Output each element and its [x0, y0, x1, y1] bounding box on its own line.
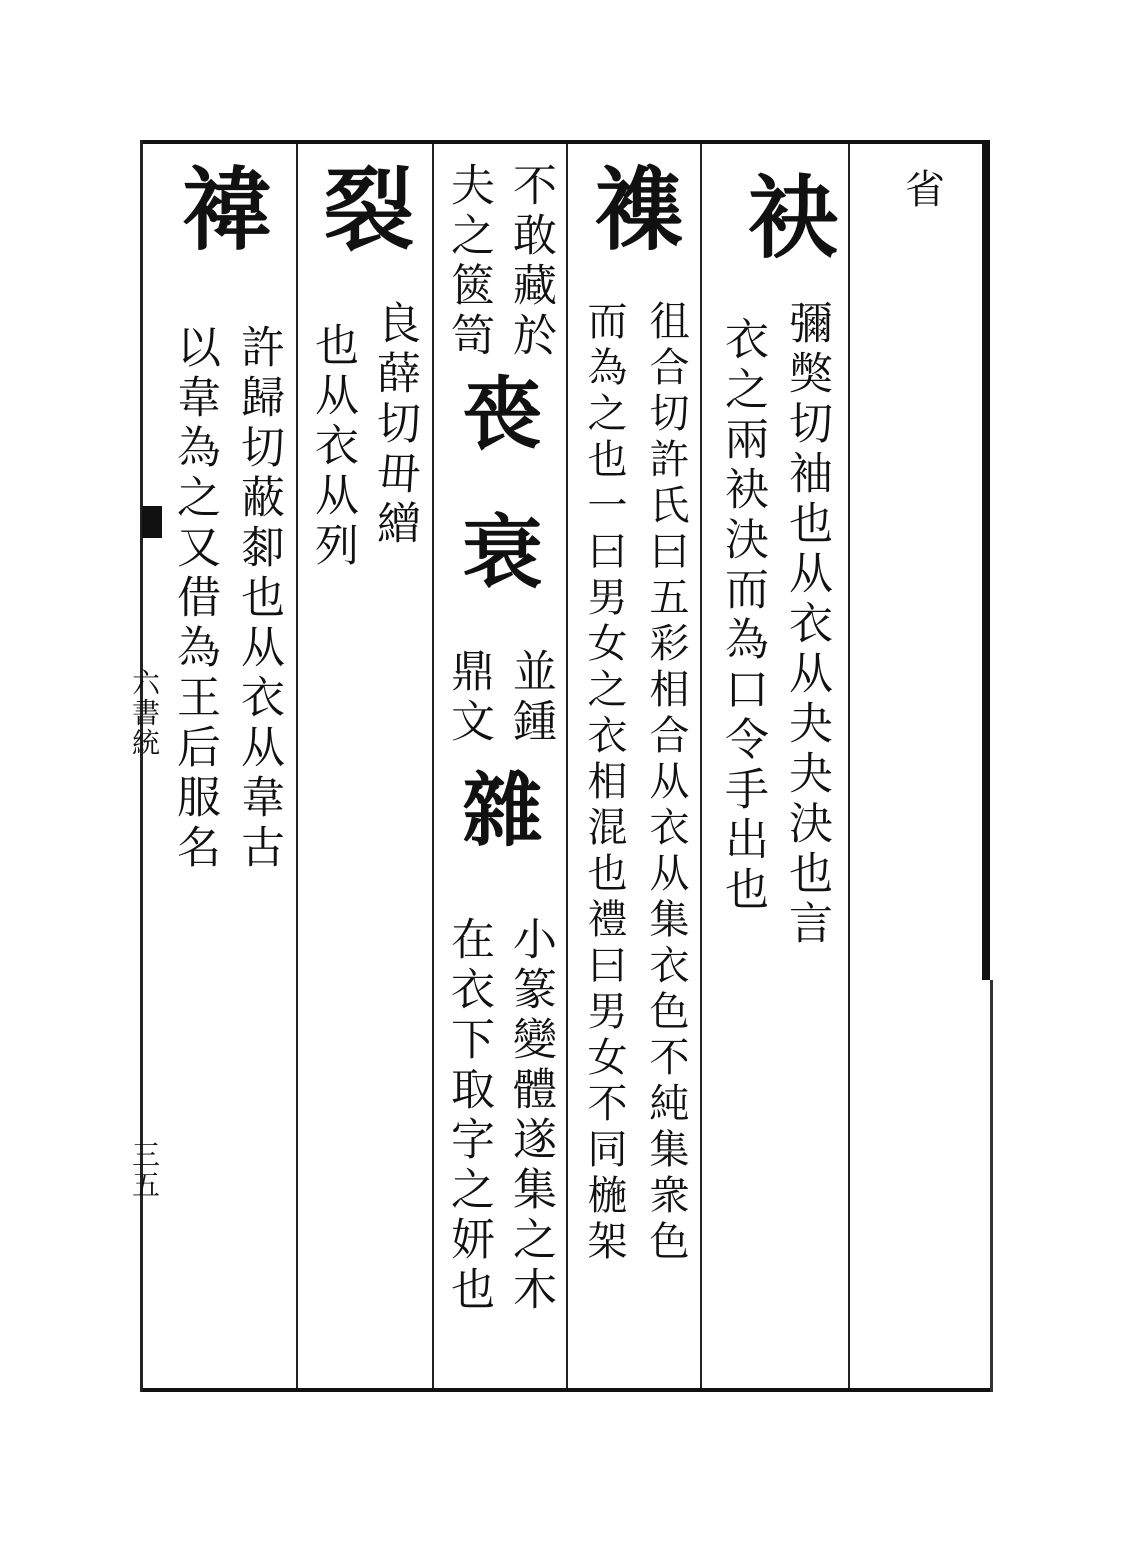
- margin-page-number: 三五: [128, 1140, 161, 1200]
- entry-text-line: 夫之篋笥: [443, 162, 494, 362]
- entry-note: 並鍾: [505, 648, 556, 748]
- seal-character: 襍: [578, 162, 684, 270]
- header-character: 省: [905, 167, 945, 213]
- fishtail-mark: [142, 506, 162, 538]
- seal-variant: 衰: [449, 510, 543, 608]
- entry-text-line: 而為之也一曰男女之衣相混也禮曰男女不同椸架: [581, 300, 627, 1266]
- seal-variant: 䘮: [449, 372, 543, 470]
- frame-right-border: [982, 140, 990, 980]
- entry-text-line: 徂合切許氏曰五彩相合从衣从集衣色不純集衆色: [643, 300, 689, 1266]
- column-rule: [848, 144, 850, 1388]
- entry-text-line: 彌獘切袖也从衣从夬夬決也言: [781, 300, 832, 950]
- column-rule: [432, 144, 434, 1388]
- frame-top-border: [140, 140, 990, 144]
- entry-text-line: 也从衣从列: [307, 322, 358, 572]
- margin-book-title: 六書統: [128, 668, 161, 758]
- seal-character: 雜: [449, 768, 543, 866]
- entry-text-line: 衣之兩袂決而為口令手出也: [717, 316, 768, 916]
- frame-left-border: [140, 140, 143, 1392]
- entry-text-line: 以韋為之又借為王后服名: [169, 324, 220, 874]
- entry-text-line: 良薛切毌繒: [369, 300, 420, 550]
- seal-character: 袂: [732, 170, 838, 278]
- entry-text-line: 在衣下取字之妍也: [443, 916, 494, 1316]
- frame-bottom-border: [140, 1388, 990, 1392]
- seal-character: 褘: [166, 162, 272, 270]
- frame-right-border-lower: [990, 980, 993, 1392]
- column-rule: [296, 144, 298, 1388]
- entry-text-line: 許歸切蔽厀也从衣从韋古: [233, 324, 284, 874]
- seal-character: 裂: [308, 162, 414, 270]
- column-rule: [566, 144, 568, 1388]
- column-rule: [700, 144, 702, 1388]
- entry-note: 鼎文: [443, 648, 494, 748]
- entry-text-line: 小篆變體遂集之木: [505, 916, 556, 1316]
- entry-text-line: 不敢藏於: [505, 162, 556, 362]
